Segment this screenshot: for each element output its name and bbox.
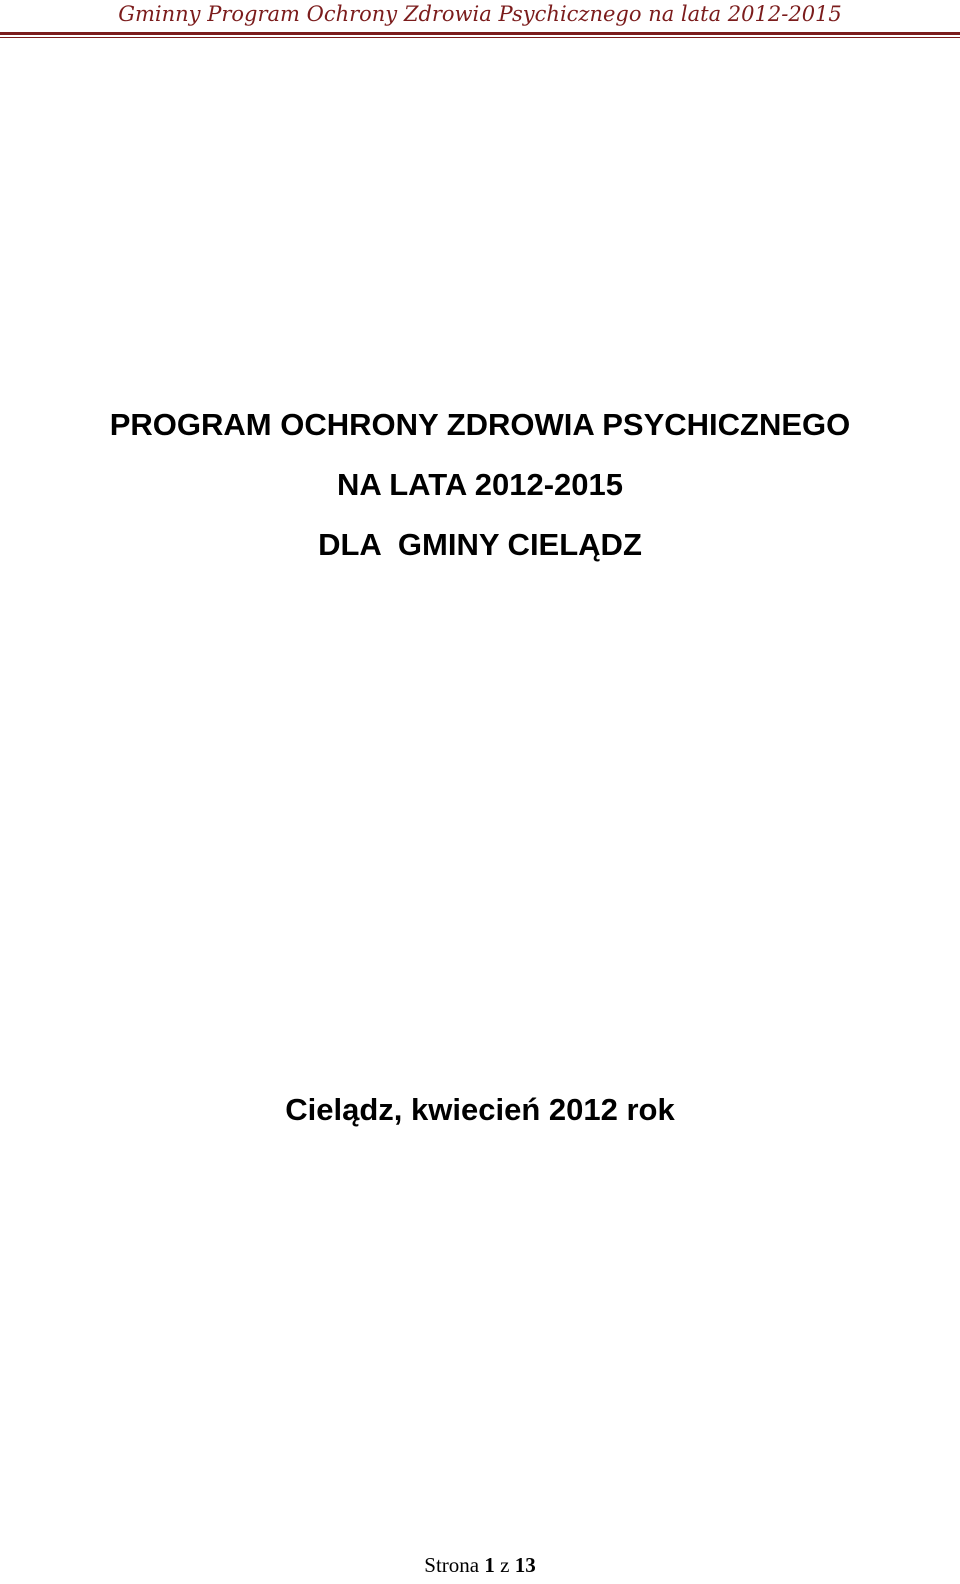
page-word: Strona (424, 1553, 480, 1577)
page-total: 13 (514, 1553, 536, 1577)
header-rule-thin (0, 37, 960, 38)
header-rule-thick (0, 32, 960, 35)
running-header-title: Gminny Program Ochrony Zdrowia Psychicznego na lata 2012-2015 (118, 2, 842, 26)
place-and-date: Cielądz, kwiecień 2012 rok (285, 1092, 675, 1127)
document-title (0, 395, 960, 575)
title-line-3: DLA GMINY CIELĄDZ (318, 527, 642, 562)
page-number-footer (0, 1550, 960, 1580)
page-of-word: z (500, 1553, 510, 1577)
title-line-2: NA LATA 2012-2015 (337, 467, 623, 502)
title-line-1: PROGRAM OCHRONY ZDROWIA PSYCHICZNEGO (109, 407, 851, 442)
page-current: 1 (484, 1553, 495, 1577)
